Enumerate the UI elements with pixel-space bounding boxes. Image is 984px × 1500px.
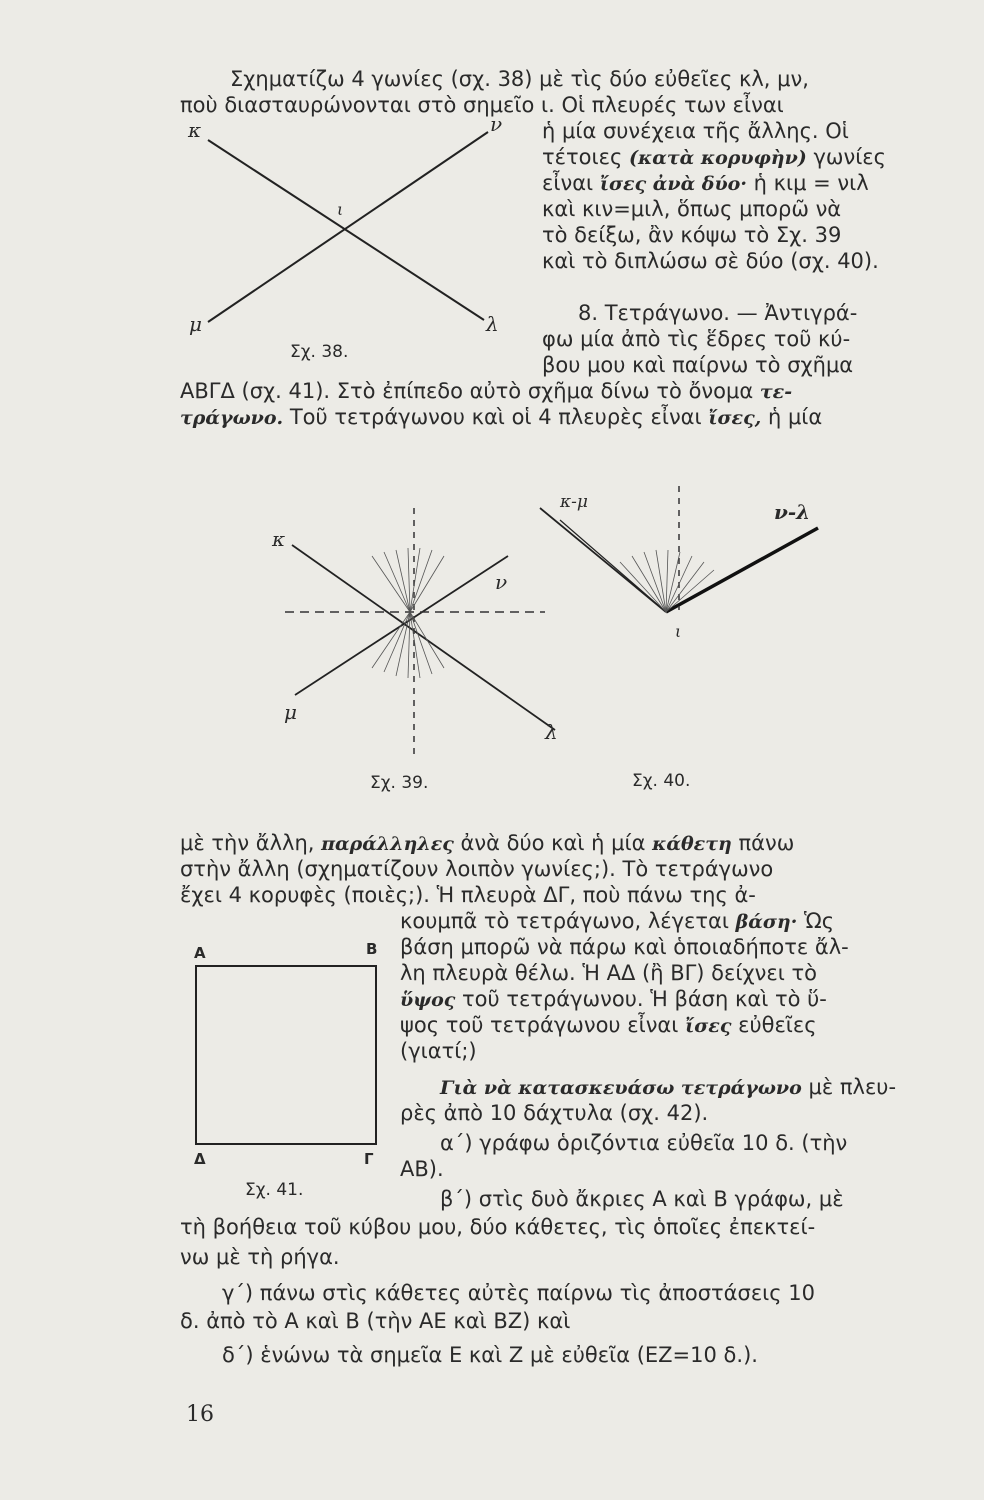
text-line (542, 170, 869, 197)
fig38-label-k: κ (188, 118, 202, 142)
text-line: ΑΒ). (400, 1157, 444, 1181)
text-line: ποὺ διασταυρώνονται στὸ σημεῖο ι. Οἱ πλευρές των εἶναι (180, 93, 784, 117)
text-line: ἔχει 4 κορυφὲς (ποιὲς;). Ἡ πλευρὰ ΔΓ, ποὺ πάνω της ἀ- (180, 883, 756, 907)
text-span: Ὡς (804, 909, 835, 933)
fig39-label-k: κ (272, 527, 286, 551)
fig40-label-km: κ-μ (560, 492, 588, 512)
text-line: τὸ δείξω, ἂν κόψω τὸ Σχ. 39 (542, 223, 842, 247)
text-line (400, 1012, 817, 1039)
figure-41 (196, 966, 376, 1144)
text-span: τέτοιες (542, 145, 623, 169)
text-span: ἡ κιμ = νιλ (753, 171, 869, 195)
text-span: κουμπᾶ τὸ τετράγωνο, λέγεται (400, 909, 729, 933)
fig41-label-d: Δ (194, 1150, 206, 1168)
fig38-label-n: ν (490, 112, 503, 136)
text-span: Τοῦ τετράγωνου καὶ οἱ 4 πλευρὲς εἶναι (289, 405, 702, 429)
page-number: 16 (186, 1402, 214, 1427)
text-line: στὴν ἄλλη (σχηματίζουν λοιπὸν γωνίες;). Τὸ τετράγωνο (180, 857, 774, 881)
figure-39 (285, 508, 555, 760)
text-line: νω μὲ τὴ ρήγα. (180, 1245, 340, 1269)
text-line (180, 378, 792, 405)
text-line: ρὲς ἀπὸ 10 δάχτυλα (σχ. 42). (400, 1101, 709, 1125)
fig40-label-i: ι (675, 622, 682, 641)
emphasis-term: κάθετη (652, 833, 732, 855)
text-span: μὲ πλευ- (808, 1075, 897, 1099)
text-span: ἀνὰ δύο καὶ ἡ μία (460, 831, 646, 855)
emphasis-term: ἴσες, (708, 407, 762, 429)
text-span: γωνίες (813, 145, 886, 169)
emphasis-term: παράλληλες (321, 833, 454, 855)
text-line (400, 986, 827, 1013)
text-line: λη πλευρὰ θέλω. Ἡ ΑΔ (ἢ ΒΓ) δείχνει τὸ (400, 961, 817, 985)
text-line (180, 830, 794, 857)
text-span: εἶναι (542, 171, 594, 195)
text-span: ἡ μία (767, 405, 823, 429)
figure-38 (208, 132, 488, 322)
text-span: πάνω (738, 831, 795, 855)
text-span: μὲ τὴν ἄλλη, (180, 831, 315, 855)
text-span: εὐθεῖες (738, 1013, 817, 1037)
text-line (180, 404, 822, 431)
hatch-fan (620, 550, 714, 612)
square-abgd (196, 966, 376, 1144)
text-line: γ΄) πάνω στὶς κάθετες αὐτὲς παίρνω τὶς ἀποστάσεις 10 (222, 1281, 816, 1305)
emphasis-term: ἴσες ἀνὰ δύο· (599, 173, 747, 195)
text-line: δ΄) ἑνώνω τὰ σημεῖα Ε καὶ Ζ μὲ εὐθεῖα (ΕΖ=10 δ.). (222, 1343, 758, 1367)
emphasis-term: βάση· (735, 911, 798, 933)
text-line (542, 144, 886, 171)
fig39-label-m: μ (284, 700, 297, 724)
line-nl (666, 528, 818, 612)
text-line: δ. ἀπὸ τὸ Α καὶ Β (τὴν ΑΕ καὶ ΒΖ) καὶ (180, 1309, 571, 1333)
fig39-label-n: ν (495, 570, 508, 594)
fig38-label-m: μ (189, 312, 202, 336)
fig40-caption: Σχ. 40. (632, 771, 691, 791)
line-m-n (208, 132, 488, 322)
text-line (440, 1074, 896, 1101)
emphasis-term: (κατὰ κορυφὴν) (628, 147, 807, 169)
fig41-caption: Σχ. 41. (245, 1180, 304, 1200)
fig39-caption: Σχ. 39. (370, 773, 429, 793)
text-line: καὶ κιν=μιλ, ὅπως μπορῶ νὰ (542, 197, 842, 221)
emphasis-term: τε- (759, 381, 793, 403)
text-line: Σχηματίζω 4 γωνίες (σχ. 38) μὲ τὶς δύο εὐθεῖες κλ, μν, (230, 67, 809, 91)
text-line: (γιατί;) (400, 1039, 477, 1063)
text-line (400, 908, 834, 935)
text-line: βου μου καὶ παίρνω τὸ σχῆμα (542, 353, 854, 377)
text-span: ΑΒΓΔ (σχ. 41). Στὸ ἐπίπεδο αὐτὸ σχῆμα δίνω τὸ ὄνομα (180, 379, 754, 403)
fig39-label-l: λ (545, 720, 558, 744)
line-km-2 (560, 520, 666, 612)
section-heading: 8. Τετράγωνο. — Ἀντιγρά- (578, 301, 858, 325)
text-line: ἡ μία συνέχεια τῆς ἄλλης. Οἱ (542, 119, 849, 143)
line-k-l (292, 545, 555, 730)
text-line: α΄) γράφω ὁριζόντια εὐθεῖα 10 δ. (τὴν (440, 1131, 848, 1155)
text-span: τοῦ τετράγωνου. Ἡ βάση καὶ τὸ ὕ- (462, 987, 827, 1011)
text-line: β΄) στὶς δυὸ ἄκριες Α καὶ Β γράφω, μὲ (440, 1187, 844, 1211)
fig41-label-b: Β (366, 940, 378, 958)
emphasis-term: Γιὰ νὰ κατασκευάσω τετράγωνο (440, 1077, 802, 1099)
emphasis-term: τράγωνο. (180, 407, 284, 429)
text-line: τὴ βοήθεια τοῦ κύβου μου, δύο κάθετες, τὶς ὁποῖες ἐπεκτεί- (180, 1215, 816, 1239)
emphasis-term: ὕψος (400, 989, 456, 1011)
text-line: καὶ τὸ διπλώσω σὲ δύο (σχ. 40). (542, 249, 879, 273)
fig38-caption: Σχ. 38. (290, 342, 349, 362)
fig38-label-i: ι (337, 200, 344, 219)
fig38-label-l: λ (486, 312, 499, 336)
fig41-label-a: Α (194, 944, 206, 962)
text-line: φω μία ἀπὸ τὶς ἕδρες τοῦ κύ- (542, 327, 851, 351)
hatch-top (372, 548, 444, 612)
emphasis-term: ἴσες (685, 1015, 732, 1037)
text-span: ψος τοῦ τετράγωνου εἶναι (400, 1013, 679, 1037)
fig40-label-nl: ν-λ (774, 500, 811, 524)
fig41-label-g: Γ (364, 1150, 374, 1168)
text-line: βάση μπορῶ νὰ πάρω καὶ ὁποιαδήποτε ἄλ- (400, 935, 849, 959)
